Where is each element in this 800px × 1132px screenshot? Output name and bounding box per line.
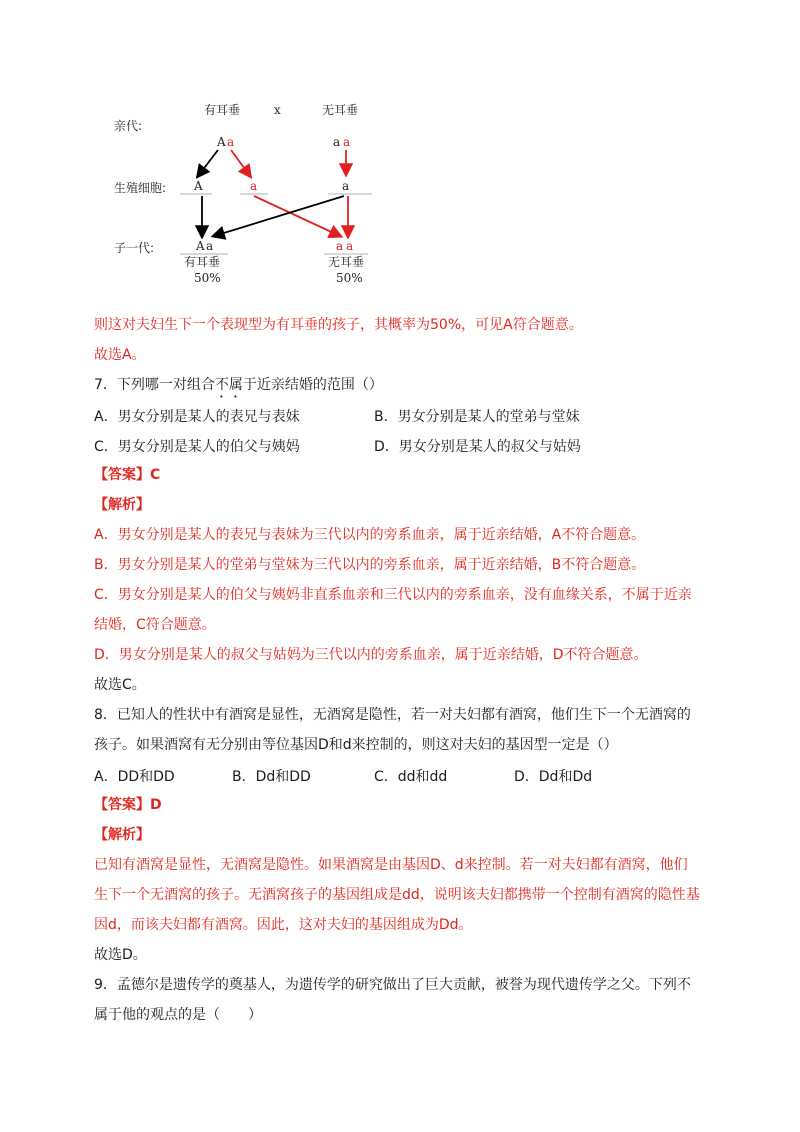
q6-conclusion: 则这对夫妇生下一个表现型为有耳垂的孩子，其概率为50%，可见A符合题意。 — [94, 317, 583, 333]
gamete-label: 生殖细胞: — [114, 181, 167, 195]
child1-allele-a: a — [206, 239, 214, 253]
diagram-svg — [100, 96, 400, 296]
child2-phenotype: 无耳垂 — [328, 255, 365, 269]
genetics-cross-diagram — [100, 96, 400, 296]
gamete-A: A — [194, 179, 203, 193]
child2-ratio: 50% — [336, 271, 363, 285]
q8-option-a: A．DD和DD — [94, 769, 175, 785]
q7-option-b: B．男女分别是某人的堂弟与堂妹 — [374, 409, 580, 425]
q7-option-d: D．男女分别是某人的叔父与姑妈 — [374, 439, 581, 455]
cross-symbol: x — [274, 103, 281, 117]
arrow-parent1-to-gamete-A — [198, 150, 218, 176]
parent-generation-label: 亲代: — [114, 119, 143, 133]
q6-final-answer: 故选A。 — [94, 347, 146, 363]
q8-stem-line1: 8．已知人的性状中有酒窝是显性，无酒窝是隐性，若一对夫妇都有酒窝，他们生下一个无酒窝的 — [94, 707, 691, 723]
q7-stem-emphasis: 不属 — [214, 377, 243, 393]
q7-analysis-b: B．男女分别是某人的堂弟与堂妹为三代以内的旁系血亲，属于近亲结婚，B不符合题意。 — [94, 557, 646, 573]
q7-final-answer: 故选C。 — [94, 677, 146, 693]
q8-analysis-line3: 因d，而该夫妇都有酒窝。因此，这对夫妇的基因组成为Dd。 — [94, 917, 473, 933]
gamete-a1: a — [250, 179, 258, 193]
parent1-allele-a: a — [227, 135, 235, 149]
q8-analysis-line2: 生下一个无酒窝的孩子。无酒窝孩子的基因组成是dd，说明该夫妇都携带一个控制有酒窝的隐性基 — [94, 887, 700, 903]
q8-option-b: B．Dd和DD — [232, 769, 311, 785]
child2-allele-a2: a — [346, 239, 354, 253]
q8-final-answer: 故选D。 — [94, 947, 147, 963]
parent1-allele-A: A — [217, 135, 226, 149]
q7-stem — [94, 376, 383, 401]
q7-option-c: C．男女分别是某人的伯父与姨妈 — [94, 439, 300, 455]
q7-stem-suffix: 于近亲结婚的范围（） — [242, 377, 383, 393]
q9-stem-line2: 属于他的观点的是（ ） — [94, 1007, 262, 1023]
child1-allele-A: A — [196, 239, 205, 253]
child1-ratio: 50% — [194, 271, 221, 285]
parent2-allele-a1: a — [333, 135, 341, 149]
q7-stem-prefix: 7．下列哪一对组合 — [94, 377, 215, 393]
q8-stem-line2: 孩子。如果酒窝有无分别由等位基因D和d来控制的，则这对夫妇的基因型一定是（） — [94, 737, 618, 753]
q8-option-d: D．Dd和Dd — [514, 769, 593, 785]
q7-analysis-d: D．男女分别是某人的叔父与姑妈为三代以内的旁系血亲，属于近亲结婚，D不符合题意。 — [94, 647, 648, 663]
parent1-phenotype: 有耳垂 — [204, 103, 241, 117]
arrow-a-to-child1 — [214, 196, 344, 236]
q9-stem-line1: 9．孟德尔是遗传学的奠基人，为遗传学的研究做出了巨大贡献，被誉为现代遗传学之父。下列不 — [94, 977, 691, 993]
q8-answer: 【答案】D — [94, 797, 162, 813]
q7-analysis-a: A．男女分别是某人的表兄与表妹为三代以内的旁系血亲，属于近亲结婚，A不符合题意。 — [94, 527, 646, 543]
child2-allele-a1: a — [336, 239, 344, 253]
q7-option-a: A．男女分别是某人的表兄与表妹 — [94, 409, 300, 425]
gamete-a2: a — [342, 179, 350, 193]
q8-analysis-label: 【解析】 — [94, 827, 150, 843]
q7-analysis-c-cont: 结婚，C符合题意。 — [94, 617, 216, 633]
q8-analysis-line1: 已知有酒窝是显性，无酒窝是隐性。如果酒窝是由基因D、d来控制。若一对夫妇都有酒窝，他们 — [94, 857, 688, 873]
q7-analysis-label: 【解析】 — [94, 497, 150, 513]
offspring-generation-label: 子一代: — [114, 241, 155, 255]
q7-analysis-c: C．男女分别是某人的伯父与姨妈非直系血亲和三代以内的旁系血亲，没有血缘关系，不属于近亲 — [94, 587, 692, 603]
arrow-parent1-to-gamete-a — [231, 150, 250, 176]
child1-phenotype: 有耳垂 — [184, 255, 221, 269]
q7-answer: 【答案】C — [94, 467, 161, 483]
parent2-phenotype: 无耳垂 — [322, 103, 359, 117]
parent2-allele-a2: a — [343, 135, 351, 149]
q8-option-c: C．dd和dd — [374, 769, 448, 785]
